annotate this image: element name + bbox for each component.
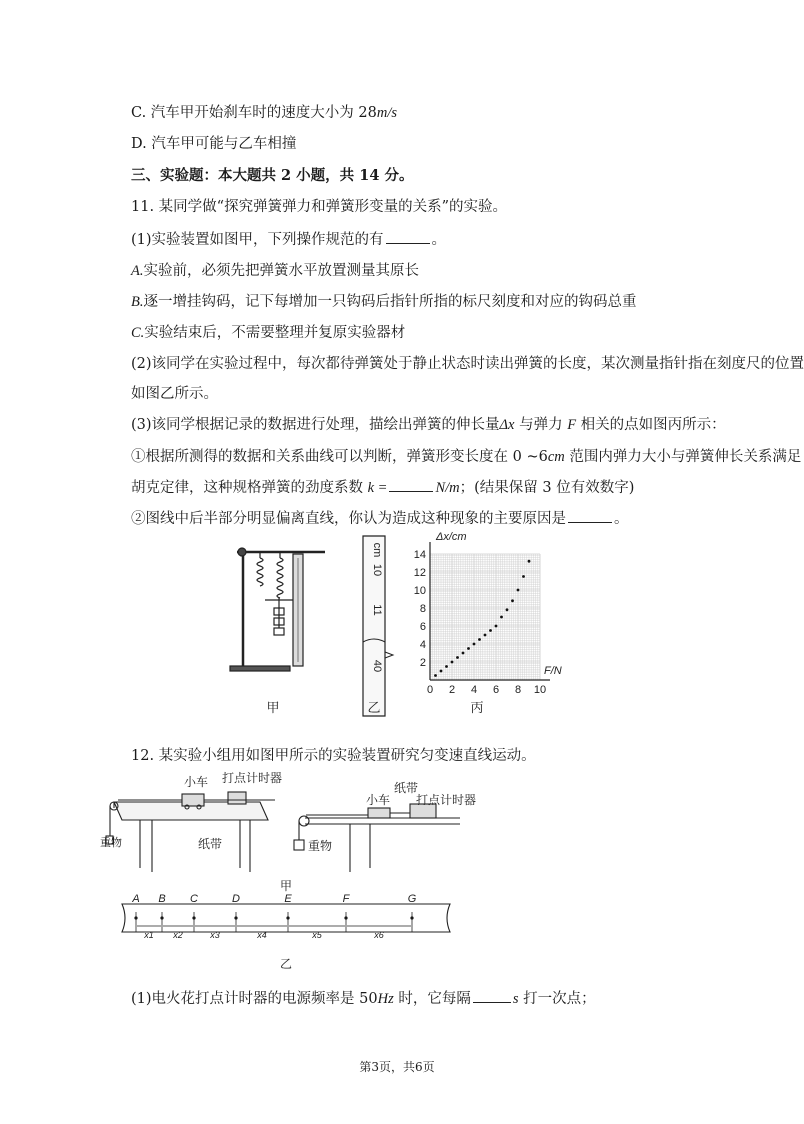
label-weight-1: 重物 xyxy=(100,837,122,849)
label-tape-2: 纸带 xyxy=(394,781,419,795)
table-setup-3d xyxy=(106,792,275,872)
sub-question-1b: 胡克定律，这种规格弹簧的劲度系数 k = N/m；(结果保留 3 位有效数字) xyxy=(131,477,634,498)
y-axis-label: Δx/cm xyxy=(436,531,467,543)
tape-point-label: G xyxy=(407,893,417,905)
sub-question-1a: ①根据所测得的数据和关系曲线可以判断，弹簧形变长度在 0 ~6cm 范围内弹力大小与弹簧伸长关系满足 xyxy=(131,449,802,465)
question-11-part-2a: (2)该同学在实验过程中，每次都待弹簧处于静止状态时读出弹簧的长度，某次测量指针指在刻度尺的位置 xyxy=(131,356,804,372)
data-point xyxy=(451,661,454,664)
data-point xyxy=(484,634,487,637)
data-point xyxy=(467,647,470,650)
tape-point-label: E xyxy=(284,893,292,905)
caption-yi: 乙 xyxy=(367,700,381,715)
answer-blank xyxy=(473,988,511,1003)
figure-spring-experiment xyxy=(225,530,562,725)
section-heading: 三、实验题：本大题共 2 小题，共 14 分。 xyxy=(131,167,414,184)
tape-point-label: F xyxy=(342,893,350,905)
option-c: C. 汽车甲开始刹车时的速度大小为 28m/s xyxy=(131,105,398,121)
option-c-11: C.实验结束后，不需要整理并复原实验器材 xyxy=(131,325,406,341)
y-tick-label: 8 xyxy=(419,603,426,615)
y-tick-label: 6 xyxy=(419,621,426,633)
label-car-2: 小车 xyxy=(366,793,391,807)
data-point xyxy=(495,625,498,628)
tape-point-label: D xyxy=(232,893,240,905)
option-a: A.实验前，必须先把弹簧水平放置测量其原长 xyxy=(131,263,419,279)
label-weight-2: 重物 xyxy=(308,839,333,853)
y-tick-label: 10 xyxy=(413,585,426,597)
caption-jia-2: 甲 xyxy=(279,879,293,893)
question-11-part-2b: 如图乙所示。 xyxy=(131,386,218,402)
data-point xyxy=(517,589,520,592)
x-tick-label: 0 xyxy=(426,684,434,696)
tape-point-label: A xyxy=(132,893,140,905)
x-tick-label: 4 xyxy=(470,684,478,696)
ruler-unit: cm xyxy=(371,542,383,558)
answer-blank xyxy=(386,229,430,244)
paper-tape xyxy=(122,904,450,932)
page-footer: 第3页，共6页 xyxy=(359,1060,435,1074)
segment-label: x3 xyxy=(210,930,220,940)
question-11-part-3: (3)该同学根据记录的数据进行处理，描绘出弹簧的伸长量Δx 与弹力 F 相关的点如图丙所示： xyxy=(131,417,726,433)
y-tick-label: 2 xyxy=(419,657,426,669)
option-b: B.逐一增挂钩码，记下每增加一只钩码后指针所指的标尺刻度和对应的钩码总重 xyxy=(131,294,637,310)
segment-label: x5 xyxy=(312,930,322,940)
label-car-1: 小车 xyxy=(184,775,209,789)
ruler-mark-40: 40 xyxy=(371,659,383,673)
data-point xyxy=(511,599,514,602)
data-point xyxy=(462,652,465,655)
tape-point-label: B xyxy=(158,893,166,905)
answer-blank xyxy=(568,508,612,523)
segment-label: x4 xyxy=(257,930,267,940)
data-point xyxy=(445,665,448,668)
data-point xyxy=(478,638,481,641)
x-tick-label: 6 xyxy=(492,684,500,696)
question-11-part-1: (1)实验装置如图甲，下列操作规范的有 。 xyxy=(131,229,446,250)
y-tick-label: 12 xyxy=(413,567,426,579)
question-12-part-1: (1)电火花打点计时器的电源频率是 50Hz 时，它每隔 s 打一次点； xyxy=(131,988,596,1009)
spring-apparatus xyxy=(230,548,325,671)
question-11: 11. 某同学做“探究弹簧弹力和弹簧形变量的关系”的实验。 xyxy=(131,199,507,215)
y-tick-label: 14 xyxy=(413,549,426,561)
ruler-scale xyxy=(363,536,393,716)
label-timer-1: 打点计时器 xyxy=(222,771,283,785)
segment-label: x6 xyxy=(374,930,384,940)
table-setup-side xyxy=(294,804,460,872)
caption-jia: 甲 xyxy=(266,700,280,715)
ruler-mark-10: 10 xyxy=(371,563,383,577)
data-point xyxy=(440,670,443,673)
data-point xyxy=(528,560,531,563)
data-point xyxy=(500,616,503,619)
x-tick-label: 8 xyxy=(514,684,522,696)
caption-yi-2: 乙 xyxy=(279,957,293,971)
caption-bing: 丙 xyxy=(470,700,484,715)
x-tick-label: 2 xyxy=(448,684,456,696)
figure-motion-experiment xyxy=(100,771,477,980)
y-tick-label: 4 xyxy=(419,639,426,651)
segment-label: x1 xyxy=(144,930,154,940)
data-point xyxy=(473,643,476,646)
segment-label: x2 xyxy=(173,930,183,940)
x-tick-label: 10 xyxy=(533,684,547,696)
sub-question-2: ②图线中后半部分明显偏离直线，你认为造成这种现象的主要原因是 。 xyxy=(131,508,629,529)
question-12: 12. 某实验小组用如图甲所示的实验装置研究匀变速直线运动。 xyxy=(131,748,536,764)
data-point xyxy=(506,608,509,611)
data-point xyxy=(434,674,437,677)
scatter-chart xyxy=(414,531,562,696)
answer-blank xyxy=(389,477,433,492)
ruler-mark-11: 11 xyxy=(371,604,383,616)
label-tape-1: 纸带 xyxy=(198,837,223,851)
option-d: D. 汽车甲可能与乙车相撞 xyxy=(131,136,297,152)
x-axis-label: F/N xyxy=(544,665,562,677)
label-timer-2: 打点计时器 xyxy=(416,793,477,807)
data-point xyxy=(489,629,492,632)
data-point xyxy=(456,656,459,659)
data-point xyxy=(522,575,525,578)
tape-points xyxy=(131,893,416,940)
tape-point-label: C xyxy=(190,893,198,905)
